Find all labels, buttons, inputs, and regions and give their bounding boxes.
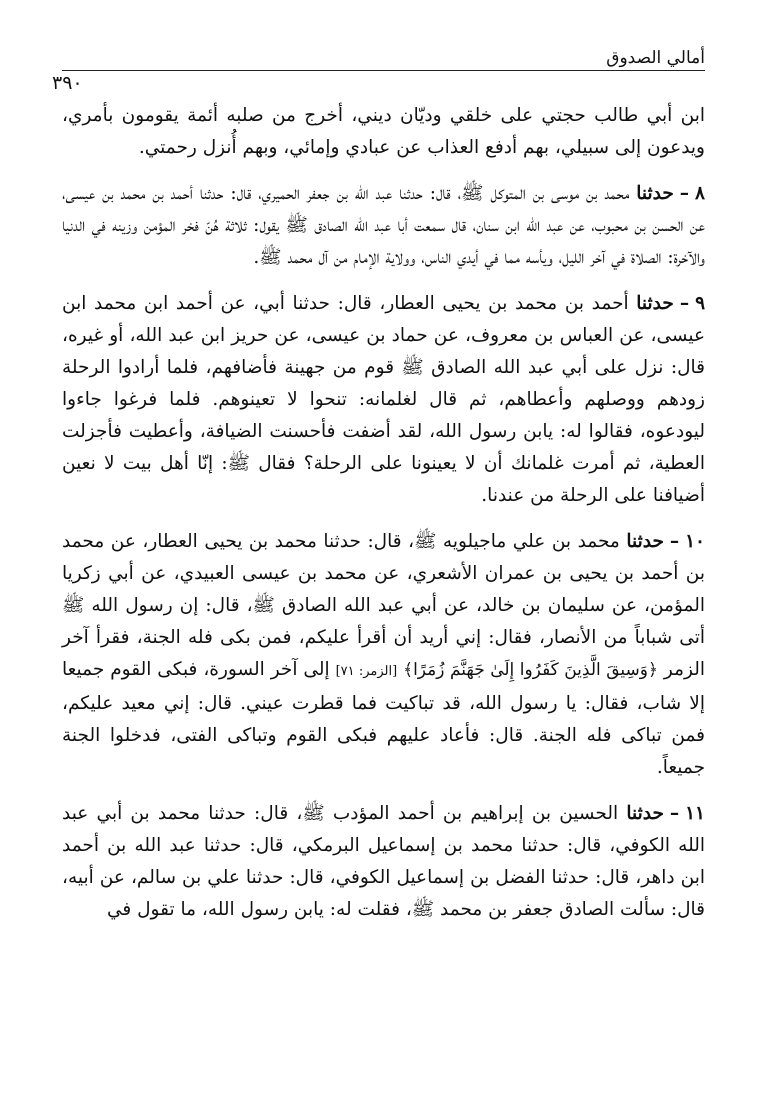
hadith-number: ١١ — [685, 803, 705, 824]
hadith-number: ١٠ — [685, 531, 705, 552]
hadith-10 — [62, 526, 705, 784]
running-head: أمالي الصدوق — [606, 48, 705, 68]
hadith-text: الحسين بن إبراهيم بن أحمد المؤدب ﷺ، قال: حدثنا محمد بن أبي عبد الله الكوفي، قال: حدثنا محمد بن إسماعيل البرمكي، قال: حدثنا عبد الله بن أحمد ابن داهر، قال: حدثنا الفضل بن إسماعيل الكوفي، قال: حدثنا علي بن سالم، عن أبيه، قال: سألت الصادق جعفر بن محمد ﷺ، فقلت له: يابن رسول الله، ما تقول في — [62, 803, 705, 920]
paragraph-continuation — [62, 100, 705, 164]
body-text — [62, 100, 705, 926]
dash-separator: – — [679, 183, 690, 204]
dash-separator: – — [669, 803, 680, 824]
hadith-text: محمد بن علي ماجيلويه ﷺ، قال: حدثنا محمد بن يحيى العطار، عن محمد بن أحمد بن يحيى بن عمران الأشعري، عن محمد بن عيسى العبيدي، عن أبي زكريا المؤمن، عن سليمان بن خالد، عن أبي عبد الله الصادق ﷺ، قال: إن رسول الله ﷺ أتى شباباً من الأنصار، فقال: إني أريد أن أقرأ عليكم، فمن بكى فله الجنة، فقرأ آخر الزمر — [62, 531, 705, 680]
dash-separator: – — [669, 531, 680, 552]
hadith-number: ٩ — [695, 293, 705, 314]
hadith-text-continued: إلى آخر السورة، فبكى القوم جميعا إلا شاب، فقال: يا رسول الله، قد تباكيت فما قطرت عيني. قال: إني معيد عليكم، فمن تباكى فله الجنة. قال: فأعاد عليهم فبكى القوم وتباكى الفتى، فدخلوا الجنة جميعاً. — [62, 659, 705, 778]
isnad-opening: حدثنا — [636, 183, 674, 204]
isnad-opening: حدثنا — [636, 293, 674, 314]
verse-reference: [الزمر: ٧١] — [335, 664, 398, 679]
hadith-text: محمد بن موسى بن المتوكل ﷺ، قال: حدثنا عبد الله بن جعفر الحميري، قال: حدثنا أحمد بن محمد بن عيسى، عن الحسن بن محبوب، عن عبد الله ابن سنان، قال سمعت أبا عبد الله الصادق ﷺ يقول: ثلاثة هُنّ فخر المؤمن وزينه في الدنيا والآخرة: الصلاة في آخر الليل، ويأسه مما في أيدي الناس، وولاية الإمام من آل محمد ﷺ. — [62, 183, 705, 268]
quran-verse: ﴿وَسِيقَ الَّذِينَ كَفَرُوا إِلَىٰ جَهَنَّمَ زُمَرًا﴾ — [403, 660, 658, 680]
isnad-opening: حدثنا — [626, 531, 664, 552]
paragraph-text: ابن أبي طالب حجتي على خلقي وديّان ديني، أخرج من صلبه أئمة يقومون بأمري، ويدعون إلى سبيلي، بهم أدفع العذاب عن عبادي وإمائي، وبهم أُنزل رحمتي. — [62, 105, 705, 158]
hadith-11 — [62, 798, 705, 926]
hadith-number: ٨ — [695, 183, 705, 204]
hadith-9 — [62, 288, 705, 512]
dash-separator: – — [679, 293, 690, 314]
hadith-text: أحمد بن محمد بن يحيى العطار، قال: حدثنا أبي، عن أحمد ابن محمد ابن عيسى، عن العباس بن معروف، عن حماد بن عيسى، عن حريز ابن عبد الله، أو غيره، قال: نزل على أبي عبد الله الصادق ﷺ قوم من جهينة فأضافهم، فلما أرادوا الرحلة زودهم ووصلهم وأعطاهم، ثم قال لغلمانه: تنحوا لا تعينوهم. فلما فرغوا جاءوا ليودعوه، فقالوا له: يابن رسول الله، لقد أضفت فأحسنت الضيافة، وأعطيت فأجزلت العطية، ثم أمرت غلمانك أن لا يعينونا على الرحلة؟ فقال ﷺ: إنّا أهل بيت لا نعين أضيافنا على الرحلة من عندنا. — [62, 293, 705, 506]
header-rule — [62, 70, 705, 71]
page-number: ٣٩٠ — [52, 72, 83, 94]
hadith-8 — [62, 178, 705, 274]
isnad-opening: حدثنا — [626, 803, 664, 824]
